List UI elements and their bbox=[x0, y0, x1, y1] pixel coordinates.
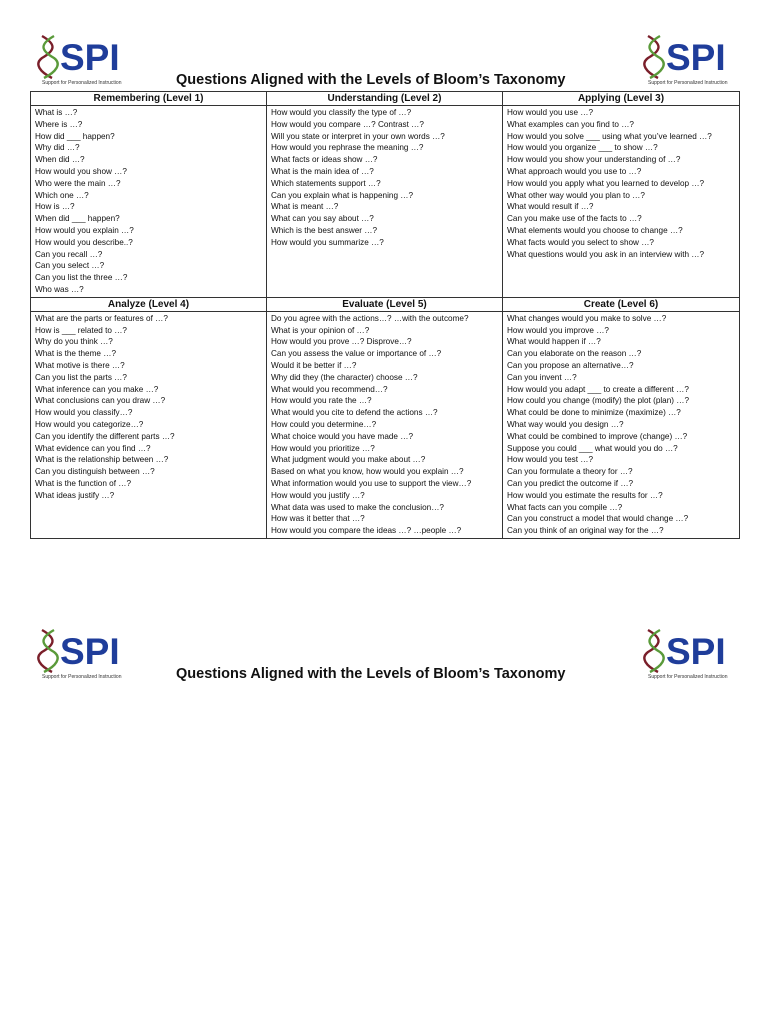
question-item: How would you categorize…? bbox=[35, 419, 144, 429]
question-item: What conclusions can you draw …? bbox=[35, 396, 166, 406]
dna-helix-icon bbox=[642, 628, 668, 674]
question-item: How would you explain …? bbox=[35, 225, 134, 235]
question-item: What is the main idea of …? bbox=[271, 166, 374, 176]
question-item: How did ___ happen? bbox=[35, 131, 115, 141]
page-title: Questions Aligned with the Levels of Bloom’s Taxonomy bbox=[176, 666, 566, 682]
question-item: Can you make use of the facts to …? bbox=[507, 214, 642, 224]
question-item: Why did they (the character) choose …? bbox=[271, 372, 418, 382]
question-item: What would you recommend…? bbox=[271, 384, 388, 394]
question-item: What would result if …? bbox=[507, 202, 594, 212]
spi-logo-left bbox=[36, 628, 126, 684]
logo-text: SPI bbox=[60, 37, 120, 78]
question-item: What is the theme …? bbox=[35, 349, 116, 359]
question-item: Can you list the parts …? bbox=[35, 372, 127, 382]
question-item: What changes would you make to solve …? bbox=[507, 313, 667, 323]
question-item: How would you show your understanding of …? bbox=[507, 155, 681, 165]
spi-logo-right bbox=[642, 34, 732, 90]
question-item: How would you adapt ___ to create a different …? bbox=[507, 384, 689, 394]
question-item: What could be combined to improve (change) …? bbox=[507, 431, 688, 441]
column-create bbox=[503, 311, 740, 538]
question-item: Will you state or interpret in your own words …? bbox=[271, 131, 445, 141]
question-item: Why do you think …? bbox=[35, 337, 113, 347]
dna-helix-icon bbox=[36, 628, 62, 674]
header-row-top bbox=[31, 92, 740, 106]
logo-text: SPI bbox=[60, 631, 120, 672]
question-item: Can you invent …? bbox=[507, 372, 577, 382]
question-item: Can you predict the outcome if …? bbox=[507, 478, 634, 488]
question-item: When did ___ happen? bbox=[35, 214, 120, 224]
question-item: What other way would you plan to …? bbox=[507, 190, 645, 200]
question-item: What choice would you have made …? bbox=[271, 431, 413, 441]
question-item: When did …? bbox=[35, 155, 85, 165]
question-item: How would you rephrase the meaning …? bbox=[271, 143, 424, 153]
question-item: Can you elaborate on the reason …? bbox=[507, 349, 642, 359]
logo-text: SPI bbox=[666, 37, 726, 78]
question-item: How was it better that …? bbox=[271, 514, 365, 524]
question-item: Can you distinguish between …? bbox=[35, 467, 155, 477]
question-item: Do you agree with the actions…? …with the outcome? bbox=[271, 313, 469, 323]
question-item: Which statements support …? bbox=[271, 178, 381, 188]
question-item: What would happen if …? bbox=[507, 337, 601, 347]
heading-evaluate: Evaluate (Level 5) bbox=[267, 297, 503, 311]
question-item: What approach would you use to …? bbox=[507, 166, 642, 176]
heading-analyze: Analyze (Level 4) bbox=[31, 297, 267, 311]
question-item: What way would you design …? bbox=[507, 419, 624, 429]
question-item: How would you use …? bbox=[507, 108, 594, 117]
question-item: What examples can you find to …? bbox=[507, 119, 634, 129]
dna-helix-icon bbox=[642, 34, 668, 80]
heading-remembering: Remembering (Level 1) bbox=[31, 92, 267, 106]
column-understanding bbox=[267, 106, 503, 298]
question-item: What would you cite to defend the actions …? bbox=[271, 408, 438, 418]
question-item: What inference can you make …? bbox=[35, 384, 159, 394]
question-item: What is the function of …? bbox=[35, 478, 132, 488]
question-item: What is your opinion of …? bbox=[271, 325, 370, 335]
question-row-bottom bbox=[31, 311, 740, 538]
question-item: What could be done to minimize (maximize) …? bbox=[507, 408, 681, 418]
page-title: Questions Aligned with the Levels of Bloom’s Taxonomy bbox=[176, 72, 566, 88]
question-item: What facts would you select to show …? bbox=[507, 237, 654, 247]
question-item: Where is …? bbox=[35, 119, 83, 129]
question-item: How would you solve ___ using what you’ve learned …? bbox=[507, 131, 712, 141]
question-row-top bbox=[31, 106, 740, 298]
question-item: What elements would you choose to change …? bbox=[507, 225, 683, 235]
header-row-bottom bbox=[31, 297, 740, 311]
question-item: How would you apply what you learned to develop …? bbox=[507, 178, 705, 188]
question-item: How would you compare …? Contrast …? bbox=[271, 119, 424, 129]
column-analyze bbox=[31, 311, 267, 538]
question-item: Can you think of an original way for the …? bbox=[507, 526, 664, 536]
dna-helix-icon bbox=[36, 34, 62, 80]
column-applying bbox=[503, 106, 740, 298]
question-item: Can you list the three …? bbox=[35, 273, 128, 283]
question-item: Why did …? bbox=[35, 143, 80, 153]
page-header-bottom bbox=[0, 624, 768, 694]
question-item: How would you classify…? bbox=[35, 408, 133, 418]
column-evaluate bbox=[267, 311, 503, 538]
page-header-top bbox=[0, 30, 768, 100]
logo-tagline: Support for Personalized Instruction bbox=[42, 80, 122, 86]
spi-logo-right bbox=[642, 628, 732, 684]
question-item: How would you summarize …? bbox=[271, 237, 384, 247]
question-item: Which one …? bbox=[35, 190, 89, 200]
question-item: Can you explain what is happening …? bbox=[271, 190, 414, 200]
logo-tagline: Support for Personalized Instruction bbox=[648, 80, 728, 86]
question-item: What motive is there …? bbox=[35, 360, 125, 370]
heading-create: Create (Level 6) bbox=[503, 297, 740, 311]
question-item: Who were the main …? bbox=[35, 178, 121, 188]
bloom-taxonomy-table bbox=[30, 91, 740, 539]
question-item: Would it be better if …? bbox=[271, 360, 357, 370]
question-item: How would you show …? bbox=[35, 166, 127, 176]
question-item: How would you justify …? bbox=[271, 490, 365, 500]
question-item: Can you recall …? bbox=[35, 249, 103, 259]
question-item: Can you formulate a theory for …? bbox=[507, 467, 633, 477]
question-item: Who was …? bbox=[35, 284, 84, 294]
question-item: What information would you use to support the view…? bbox=[271, 478, 472, 488]
question-item: How could you change (modify) the plot (plan) …? bbox=[507, 396, 690, 406]
question-item: Can you identify the different parts …? bbox=[35, 431, 175, 441]
question-item: Can you select …? bbox=[35, 261, 105, 271]
question-item: How would you compare the ideas …? …people …? bbox=[271, 526, 462, 536]
question-item: What are the parts or features of …? bbox=[35, 313, 168, 323]
question-item: What facts or ideas show …? bbox=[271, 155, 378, 165]
question-item: Can you propose an alternative…? bbox=[507, 360, 634, 370]
question-item: Which is the best answer …? bbox=[271, 225, 378, 235]
question-item: How would you improve …? bbox=[507, 325, 609, 335]
question-item: What can you say about …? bbox=[271, 214, 374, 224]
question-item: What is meant …? bbox=[271, 202, 339, 212]
question-item: How would you test …? bbox=[507, 455, 594, 465]
question-item: What questions would you ask in an interview with …? bbox=[507, 249, 705, 259]
question-item: What evidence can you find …? bbox=[35, 443, 151, 453]
question-item: What facts can you compile …? bbox=[507, 502, 623, 512]
heading-understanding: Understanding (Level 2) bbox=[267, 92, 503, 106]
logo-tagline: Support for Personalized Instruction bbox=[42, 674, 122, 680]
question-item: How is …? bbox=[35, 202, 75, 212]
column-remembering bbox=[31, 106, 267, 298]
question-item: What ideas justify …? bbox=[35, 490, 115, 500]
question-item: How is ___ related to …? bbox=[35, 325, 127, 335]
question-item: Based on what you know, how would you explain …? bbox=[271, 467, 464, 477]
question-item: Suppose you could ___ what would you do …? bbox=[507, 443, 678, 453]
question-item: What is …? bbox=[35, 108, 78, 117]
question-item: How would you rate the …? bbox=[271, 396, 372, 406]
question-item: How could you determine…? bbox=[271, 419, 377, 429]
question-item: How would you prove …? Disprove…? bbox=[271, 337, 412, 347]
question-item: What is the relationship between …? bbox=[35, 455, 169, 465]
question-item: How would you describe..? bbox=[35, 237, 133, 247]
logo-text: SPI bbox=[666, 631, 726, 672]
logo-tagline: Support for Personalized Instruction bbox=[648, 674, 728, 680]
question-item: Can you construct a model that would change …? bbox=[507, 514, 689, 524]
question-item: How would you prioritize …? bbox=[271, 443, 375, 453]
question-item: What data was used to make the conclusion…? bbox=[271, 502, 444, 512]
question-item: How would you organize ___ to show …? bbox=[507, 143, 658, 153]
heading-applying: Applying (Level 3) bbox=[503, 92, 740, 106]
question-item: What judgment would you make about …? bbox=[271, 455, 426, 465]
question-item: How would you estimate the results for …? bbox=[507, 490, 663, 500]
spi-logo-left bbox=[36, 34, 126, 90]
question-item: How would you classify the type of …? bbox=[271, 108, 412, 117]
question-item: Can you assess the value or importance of …? bbox=[271, 349, 442, 359]
